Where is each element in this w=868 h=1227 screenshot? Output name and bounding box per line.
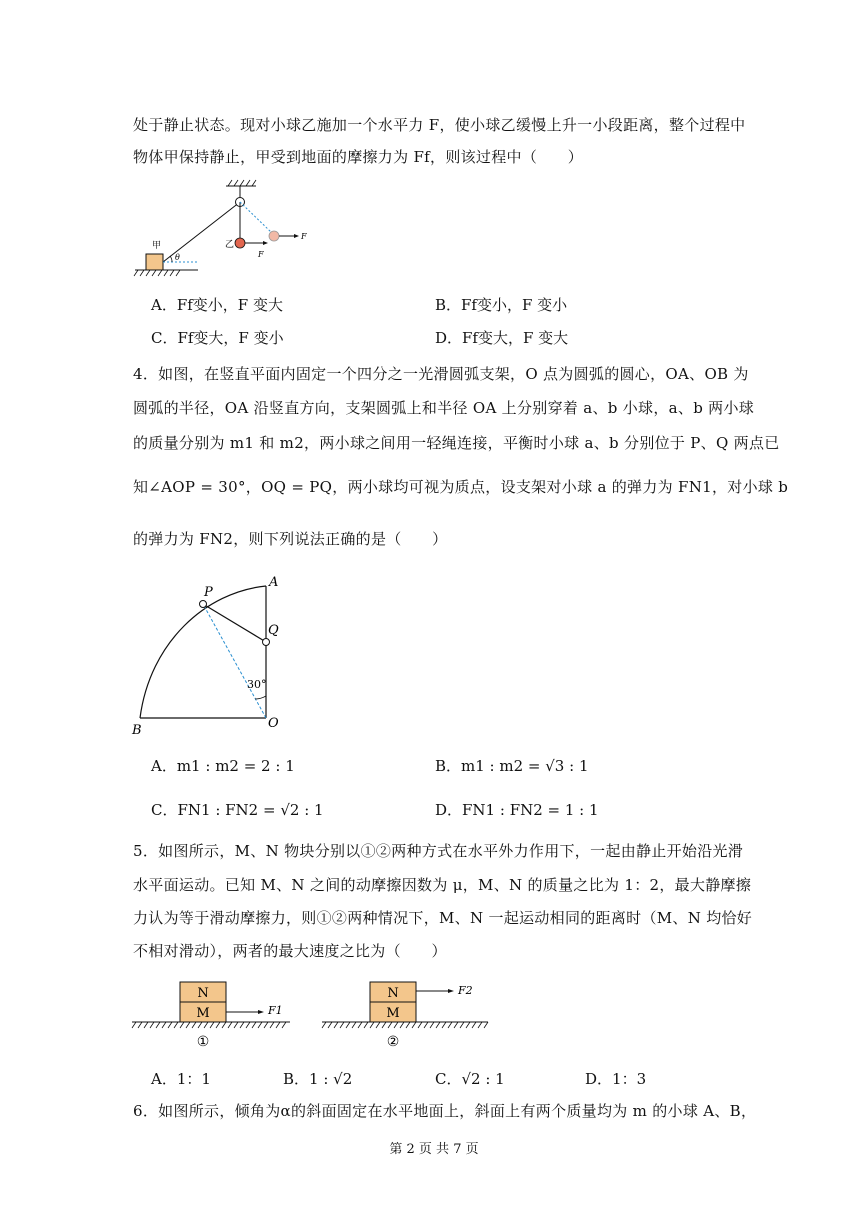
q4-line-5: 的弹力为 FN2，则下列说法正确的是（ ） <box>133 530 448 548</box>
q6-line-1: 6．如图所示，倾角为α的斜面固定在水平地面上，斜面上有两个质量均为 m 的小球 A、B， <box>133 1102 757 1120</box>
q5-line-3: 力认为等于滑动摩擦力，则①②两种情况下，M、N 一起运动相同的距离时（M、N 均恰好 <box>133 909 753 927</box>
q5-label-f1: F1 <box>268 1004 283 1017</box>
q4-label-q: Q <box>268 623 279 638</box>
q3-line-2: 物体甲保持静止，甲受到地面的摩擦力为 Ff，则该过程中（ ） <box>133 148 584 166</box>
q4-label-p: P <box>204 585 213 600</box>
q3-figure <box>130 178 330 278</box>
q4-label-b: B <box>132 723 142 738</box>
q3-label-yi: 乙 <box>225 240 235 250</box>
q4-line-3: 的质量分别为 m1 和 m2，两小球之间用一轻绳连接，平衡时小球 a、b 分别位于 P、Q 两点已 <box>133 434 780 452</box>
q5-label-circle-2: ② <box>386 1034 400 1050</box>
q3-label-theta: θ <box>175 253 180 262</box>
q4-label-o: O <box>268 716 279 731</box>
q4-line-2: 圆弧的半径，OA 沿竖直方向，支架圆弧上和半径 OA 上分别穿着 a、b 小球，a、b 两小球 <box>133 399 755 417</box>
q4-option-d[interactable]: D．FN1 : FN2 = 1 : 1 <box>435 801 599 819</box>
q5-line-1: 5．如图所示，M、N 物块分别以①②两种方式在水平外力作用下，一起由静止开始沿光滑 <box>133 842 744 860</box>
q3-option-b[interactable]: B．Ff变小，F 变小 <box>435 296 568 314</box>
q5-option-c[interactable]: C．√2 : 1 <box>435 1070 505 1088</box>
q5-fig1-label-n: N <box>197 986 209 1001</box>
q5-label-f2: F2 <box>458 984 473 997</box>
q5-fig2-label-n: N <box>387 986 399 1001</box>
q4-line-1: 4．如图，在竖直平面内固定一个四分之一光滑圆弧支架，O 点为圆弧的圆心，OA、OB 为 <box>133 365 749 383</box>
q3-label-jia: 甲 <box>152 241 162 251</box>
q5-option-a[interactable]: A．1：1 <box>151 1070 211 1088</box>
q5-line-2: 水平面运动。已知 M、N 之间的动摩擦因数为 μ，M、N 的质量之比为 1：2，最大静摩擦 <box>133 876 752 894</box>
q3-label-F-upper: F <box>301 232 307 241</box>
q5-option-d[interactable]: D．1：3 <box>585 1070 647 1088</box>
q3-option-a[interactable]: A．Ff变小，F 变大 <box>151 296 283 314</box>
q4-option-c[interactable]: C．FN1 : FN2 = √2 : 1 <box>151 801 324 819</box>
q5-line-4: 不相对滑动），两者的最大速度之比为（ ） <box>133 942 447 960</box>
q3-label-F-lower: F <box>258 250 264 259</box>
q4-angle-label: 30° <box>247 678 267 691</box>
q5-label-circle-1: ① <box>196 1034 210 1050</box>
q4-figure <box>128 572 288 742</box>
q5-figure-1 <box>130 974 300 1054</box>
q5-fig2-label-m: M <box>386 1006 400 1021</box>
q5-figure-2 <box>320 974 500 1054</box>
q5-option-b[interactable]: B．1 : √2 <box>283 1070 353 1088</box>
q3-option-c[interactable]: C．Ff变大，F 变小 <box>151 329 284 347</box>
q3-line-1: 处于静止状态。现对小球乙施加一个水平力 F，使小球乙缓慢上升一小段距离，整个过程中 <box>133 116 746 134</box>
q4-label-a: A <box>269 575 279 590</box>
q5-fig1-label-m: M <box>196 1006 210 1021</box>
q4-option-b[interactable]: B．m1 : m2 = √3 : 1 <box>435 757 589 775</box>
page-footer: 第 2 页 共 7 页 <box>389 1142 479 1157</box>
q4-option-a[interactable]: A．m1 : m2 = 2 : 1 <box>151 757 295 775</box>
q3-option-d[interactable]: D．Ff变大，F 变大 <box>435 329 569 347</box>
q4-line-4: 知∠AOP = 30°，OQ = PQ，两小球均可视为质点，设支架对小球 a 的弹力为 FN1，对小球 b <box>133 478 789 496</box>
